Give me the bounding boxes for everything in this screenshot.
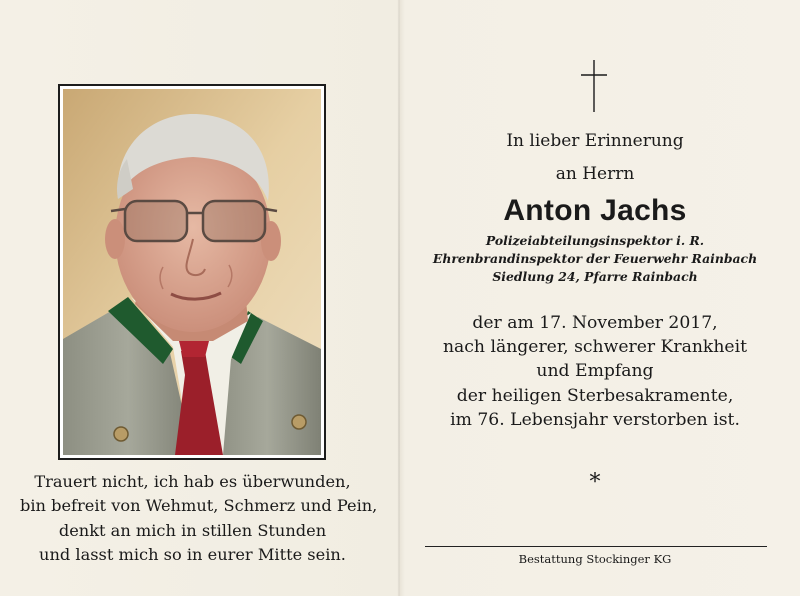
detail-line: der heiligen Sterbesakramente,: [456, 385, 734, 406]
intro-line: an Herrn: [555, 164, 635, 184]
intro-line: In lieber Erinnerung: [506, 131, 684, 151]
deceased-name: Anton Jachs: [503, 194, 687, 227]
portrait-frame: [58, 84, 326, 460]
title-line: Siedlung 24, Pfarre Rainbach: [492, 269, 698, 284]
portrait-photo: [63, 89, 321, 455]
asterisk-ornament: *: [589, 470, 601, 495]
poem-line: bin befreit von Wehmut, Schmerz und Pein,: [20, 496, 378, 516]
memorial-poem: [20, 470, 378, 567]
detail-line: der am 17. November 2017,: [472, 313, 718, 333]
card-fold: [398, 0, 400, 596]
detail-line: im 76. Lebensjahr verstorben ist.: [450, 409, 740, 430]
detail-line: nach längerer, schwerer Krankheit: [442, 337, 747, 358]
cross-icon: [580, 60, 608, 114]
divider-line: [425, 546, 767, 547]
detail-line: und Empfang: [536, 361, 654, 382]
title-line: Polizeiabteilungsinspektor i. R.: [485, 233, 705, 248]
death-details: [415, 311, 775, 432]
undertaker-name: Bestattung Stockinger KG: [518, 552, 672, 566]
poem-line: denkt an mich in stillen Stunden: [58, 520, 327, 540]
title-line: Ehrenbrandinspektor der Feuerwehr Rainbach: [432, 251, 758, 266]
deceased-titles: [415, 232, 775, 286]
poem-line: Trauert nicht, ich hab es überwunden,: [34, 472, 351, 491]
poem-line: und lasst mich so in eurer Mitte sein.: [39, 544, 346, 564]
